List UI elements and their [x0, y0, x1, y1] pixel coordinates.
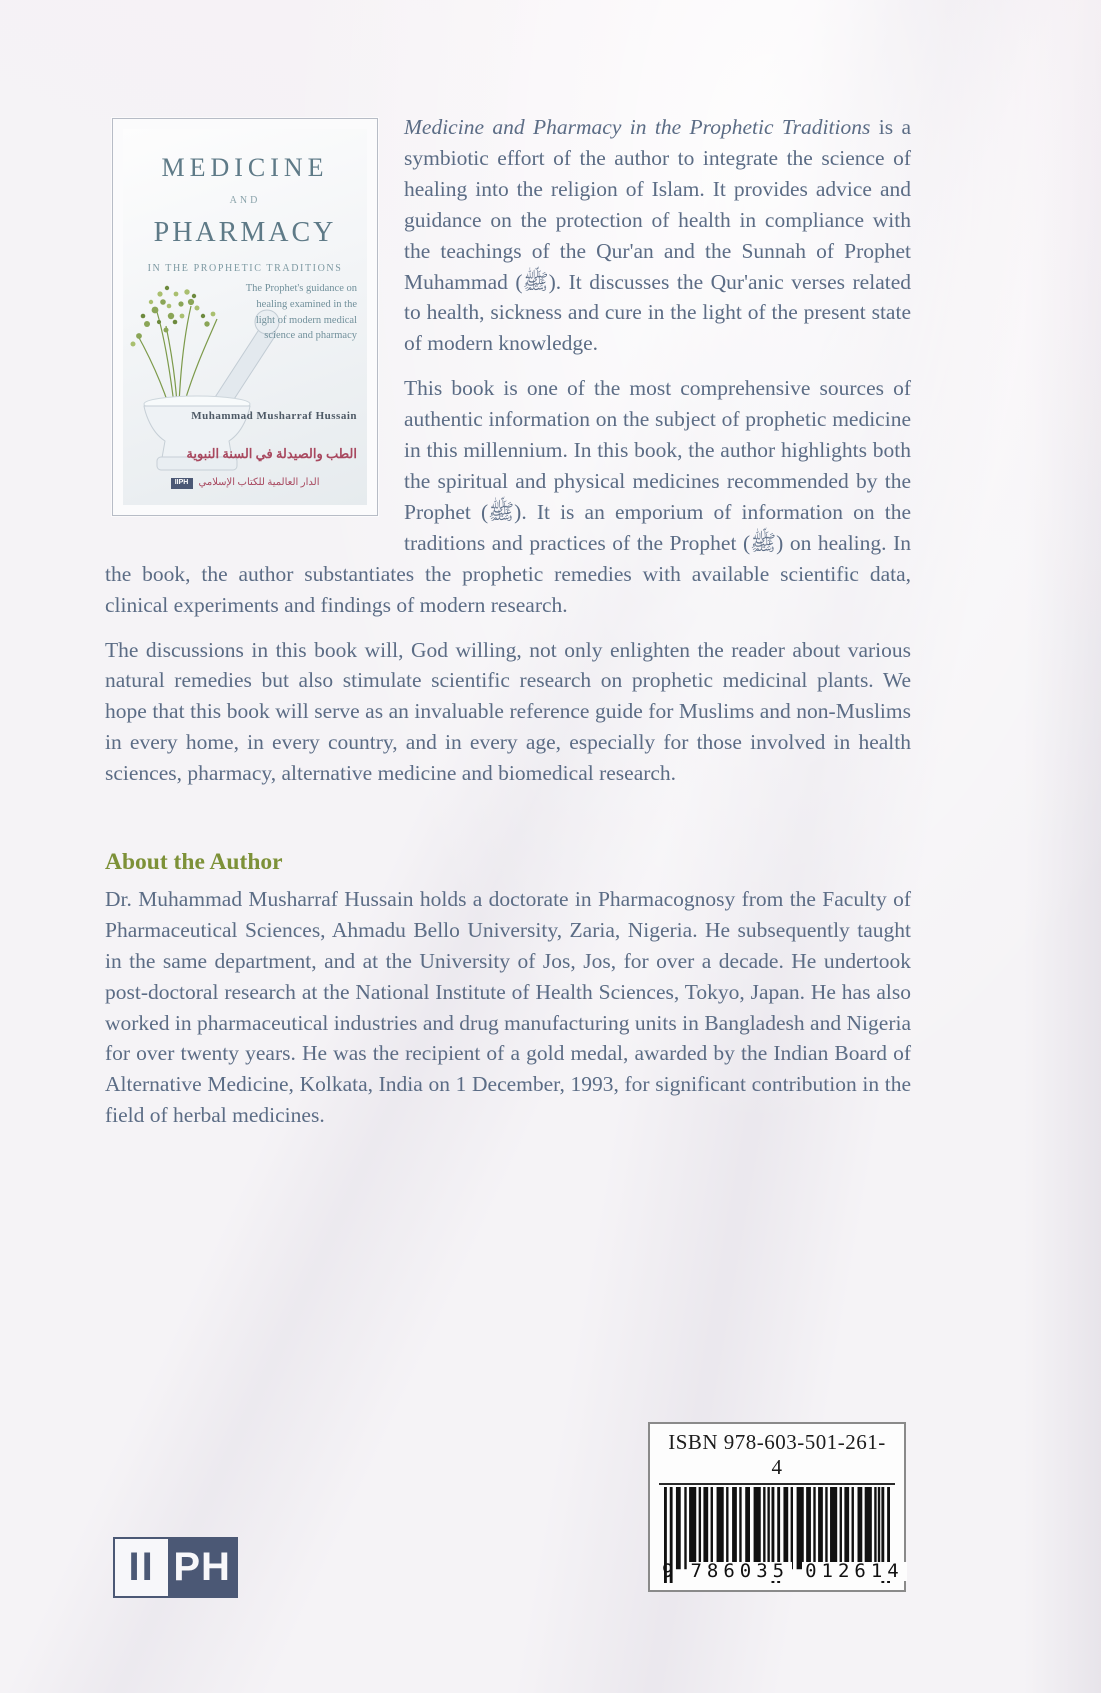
- cover-title-medicine: MEDICINE: [161, 153, 329, 182]
- synopsis-paragraph-2: This book is one of the most comprehensive sources of authentic information on the subject of prophetic medicine in this millennium. In this book, the author highlights both the spiritual and physical medicines recommended by the Prophet (ﷺ). It is an emporium of information on the traditions and practices of the Prophet (ﷺ) on healing. In the book, the author substantiates the prophetic remedies with available scientific data, clinical experiments and findings of modern research.: [105, 376, 911, 617]
- isbn-number-label: ISBN 978-603-501-261-4: [659, 1430, 895, 1485]
- isbn-barcode-box: [648, 1422, 906, 1592]
- ean13-barcode: [662, 1487, 904, 1583]
- cover-author-name: Muhammad Musharraf Hussain: [191, 410, 357, 422]
- barcode-digit-group-1: 786035: [687, 1562, 792, 1581]
- book-title-italic: Medicine and Pharmacy in the Prophetic Traditions: [404, 115, 871, 139]
- iiph-publisher-logo: [113, 1537, 238, 1598]
- front-cover-photo: [123, 129, 367, 505]
- front-cover-thumbnail: [112, 118, 378, 516]
- cover-title-block: [123, 129, 367, 285]
- barcode-digit-first: 9: [662, 1560, 674, 1582]
- cover-title-pharmacy: PHARMACY: [153, 216, 337, 248]
- about-the-author-heading: About the Author: [105, 849, 283, 876]
- cover-arabic-title: الطب والصيدلة في السنة النبوية: [186, 446, 357, 461]
- cover-subtitle: IN THE PROPHETIC TRADITIONS: [147, 262, 343, 274]
- iiph-logo-right-segment: PH: [168, 1539, 236, 1596]
- iiph-logo-left-segment: II: [115, 1539, 168, 1596]
- synopsis-paragraph-3: The discussions in this book will, God willing, not only enlighten the reader about various natural remedies but also stimulate scientific research on prophetic medicinal plants. We hope that this book will serve as an invaluable reference guide for Muslims and non-Muslims in every home, in every country, and in every age, especially for those involved in health sciences, pharmacy, alternative medicine and biomedical research.: [105, 637, 911, 786]
- author-bio-paragraph: Dr. Muhammad Musharraf Hussain holds a doctorate in Pharmacognosy from the Faculty of Pharmaceutical Sciences, Ahmadu Bello University, Zaria, Nigeria. He subsequently taught in the same department, and at the University of Jos, Jos, for over a decade. He undertook post-doctoral research at the National Institute of Health Sciences, Tokyo, Japan. He has also worked in pharmaceutical industries and drug manufacturing units in Bangladesh and Nigeria for over twenty years. He was the recipient of a gold medal, awarded by the Indian Board of Alternative Medicine, Kolkata, India on 1 December, 1993, for significant contribution in the field of herbal medicines.: [105, 886, 911, 1128]
- barcode-digits-row: [662, 1560, 904, 1582]
- cover-title-and: AND: [229, 194, 261, 206]
- iiph-mini-logo: IIPH: [171, 478, 193, 489]
- barcode-digit-group-2: 012614: [802, 1562, 907, 1581]
- synopsis-section: [105, 112, 911, 1145]
- synopsis-paragraph-1-text: is a symbiotic effort of the author to integrate the science of healing into the religion of Islam. It provides advice and guidance on the protection of health in compliance with the teachings of the Qur'an and the Sunnah of Prophet Muhammad (ﷺ). It discusses the Qur'anic verses related to health, sickness and cure in the light of the present state of modern knowledge.: [404, 115, 912, 356]
- cover-tagline: The Prophet's guidance on healing examined in the light of modern medical science and pharmacy: [245, 283, 357, 342]
- cover-arabic-publisher: الدار العالمية للكتاب الإسلامي: [198, 477, 320, 489]
- cover-publisher-row: [123, 468, 367, 499]
